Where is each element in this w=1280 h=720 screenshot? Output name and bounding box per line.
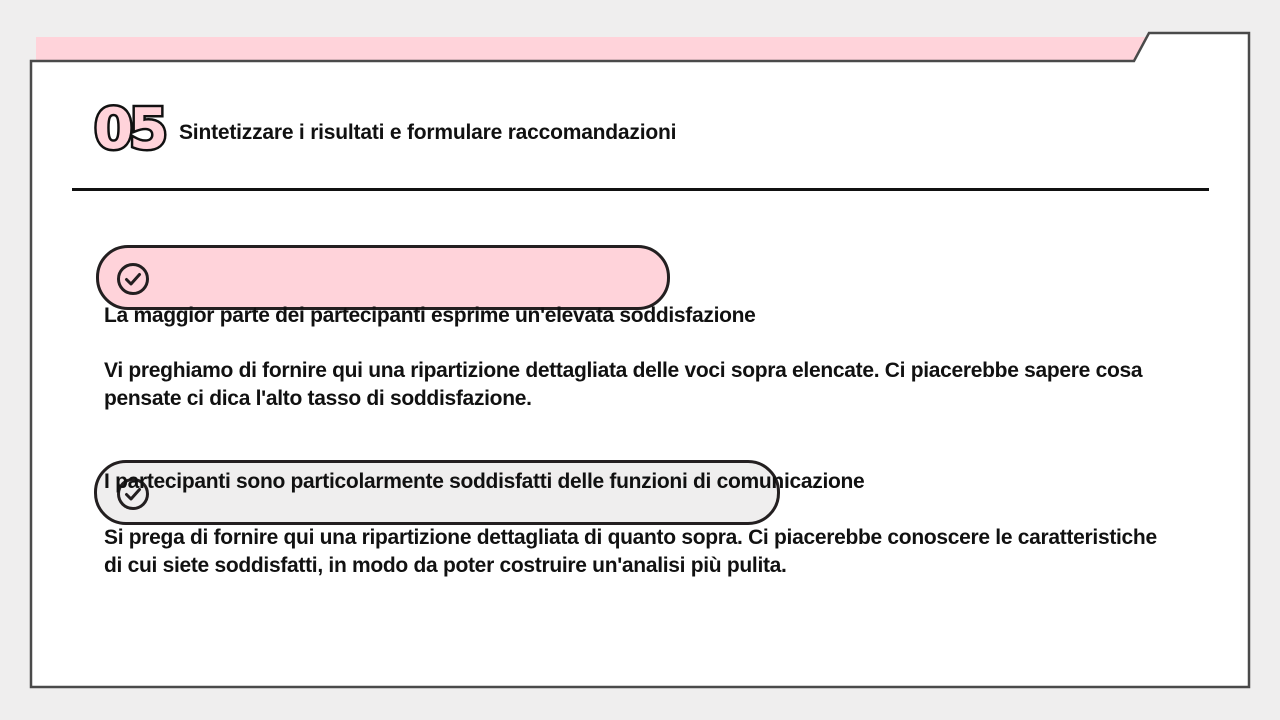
check-circle-icon: [116, 262, 150, 296]
header-divider: [72, 188, 1209, 191]
item-1-title: La maggior parte dei partecipanti esprime un'elevata soddisfazione: [104, 304, 756, 327]
item-2-title: I partecipanti sono particolarmente soddisfatti delle funzioni di comunicazione: [104, 470, 865, 493]
item-1-body: Vi preghiamo di fornire qui una ripartizione dettagliata delle voci sopra elencate. Ci piacerebbe sapere cosa pensate ci dica l'alto tasso di soddisfazione.: [104, 359, 1143, 410]
slide-title: Sintetizzare i risultati e formulare raccomandazioni: [179, 121, 677, 144]
section-number: 05: [94, 97, 164, 162]
item-1-pill-background: [96, 245, 670, 310]
item-2-body: Si prega di fornire qui una ripartizione dettagliata di quanto sopra. Ci piacerebbe conoscere le caratteristiche di cui siete soddisfatti, in modo da poter costruire un'analisi più pulita.: [104, 526, 1157, 577]
